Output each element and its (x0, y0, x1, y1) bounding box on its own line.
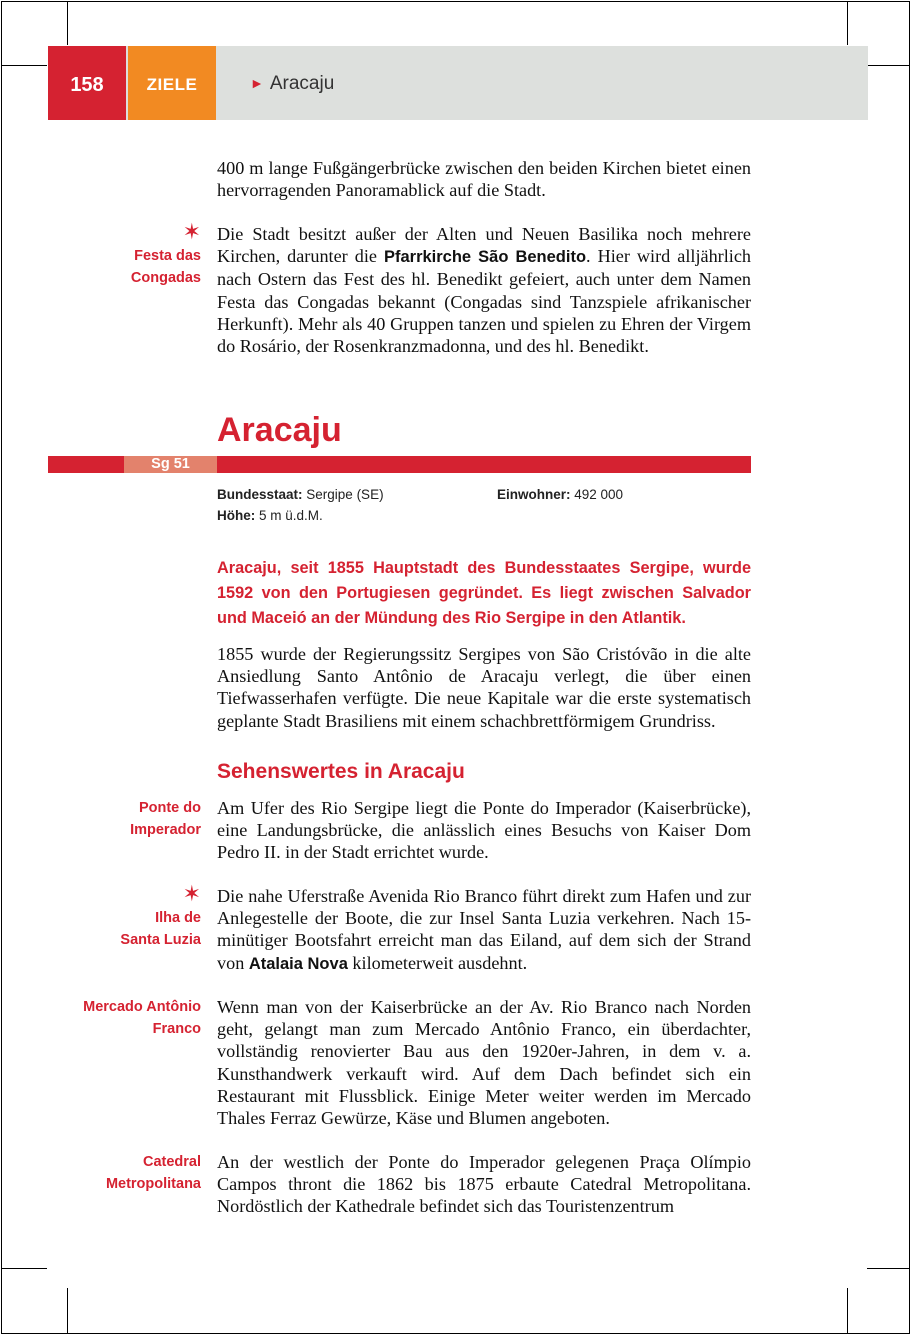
star-icon: ✶ (182, 882, 201, 907)
text-run: . Hier wird alljährlich nach Ostern das Fest des hl. Benedikt gefeiert, auch unter dem Namen Festa das Congadas bekannt (Congadas sind Tanzspiele afrikanischer Herkunft). Mehr als 40 Gruppen tanzen und spielen zu Ehren der Virgem do Rosário, der Rosenkranzmadonna, und des hl. Benedikt. (217, 246, 751, 357)
lead-paragraph: Aracaju, seit 1855 Hauptstadt des Bundesstaates Sergipe, wurde 1592 von den Portugiesen gegründet. Es liegt zwischen Salvador und Maceió an der Mündung des Rio Sergipe in den Atlantik. (217, 559, 751, 627)
margin-label-line: Santa Luzia (120, 932, 201, 949)
margin-label-line: Franco (152, 1021, 201, 1038)
page-number: 158 (48, 46, 126, 120)
fact-label: Höhe: (217, 508, 256, 523)
crop-mark (847, 2, 848, 45)
ponte-paragraph: Am Ufer des Rio Sergipe liegt die Ponte do Imperador (Kaiserbrücke), eine Landungsbrücke, die anlässlich eines Besuchs von Kaiser Dom Pedro II. in der Stadt errichtet wurde. (217, 798, 751, 863)
text-run: Die nahe Uferstraße Avenida Rio Branco führt direkt zum Hafen und zur Anlegestelle der Boote, die zur Insel Santa Luzia verkehren. Nach 15-minütiger Bootsfahrt erreicht man das Eiland, auf dem sich der Strand von (217, 886, 751, 973)
margin-label-festa (51, 245, 201, 289)
margin-label-line: Ponte do (138, 800, 201, 816)
margin-label-line: Congadas (130, 270, 201, 287)
crop-mark (2, 1268, 47, 1269)
grid-reference: Sg 51 (124, 456, 217, 473)
bold-term: Atalaia Nova (248, 954, 348, 973)
fact-value: 5 m ü.d.M. (259, 508, 323, 523)
fact-value: Sergipe (SE) (306, 487, 384, 502)
mercado-paragraph: Wenn man von der Kaiserbrücke an der Av. Rio Branco nach Norden geht, gelangt man zum Mercado Antônio Franco, ein überdachter, vollständig renovierter Bau aus den 1920er-Jahren, in dem v. a. Kunsthandwerk verkauft wird. Auf dem Dach befindet sich ein Restaurant mit Flussblick. Einige Meter weiter werden im Mercado Thales Ferraz Gewürze, Käse und Blumen angeboten. (217, 997, 751, 1129)
section-label: ZIELE (128, 46, 216, 120)
margin-label-catedral (51, 1151, 201, 1195)
margin-label-line: Mercado Antônio (83, 999, 201, 1015)
catedral-paragraph: An der westlich der Ponte do Imperador gelegenen Praça Olímpio Campos thront die 1862 bis 1875 erbaute Catedral Metropolitana. Nordöstlich der Kathedrale befindet sich das Touristenzentrum (217, 1152, 751, 1217)
crop-mark (867, 1268, 910, 1269)
margin-label-line: Metropolitana (105, 1176, 201, 1193)
margin-label-mercado (51, 996, 201, 1040)
fact-altitude (217, 506, 323, 526)
margin-label-line: Imperador (130, 822, 201, 839)
breadcrumb-current: Aracaju (269, 73, 335, 94)
city-title: Aracaju (217, 411, 342, 449)
star-icon: ✶ (182, 220, 201, 245)
section-heading: Sehenswertes in Aracaju (217, 760, 465, 783)
margin-label-ponte (51, 797, 201, 841)
intro-paragraph: 400 m lange Fußgängerbrücke zwischen den beiden Kirchen bietet einen hervorragenden Panoramablick auf die Stadt. (217, 158, 751, 201)
margin-label-line: Catedral (142, 1154, 201, 1170)
crop-mark (67, 1288, 68, 1334)
bold-term: Pfarrkirche São Benedito (383, 248, 587, 267)
crop-mark (847, 1288, 848, 1334)
crop-mark (867, 65, 910, 66)
breadcrumb (250, 46, 334, 120)
text-run: Die Stadt besitzt außer der Alten und Neuen Basilika noch mehrere Kirchen, darunter die (217, 224, 751, 267)
fact-population (497, 485, 623, 505)
crop-mark (67, 2, 68, 45)
ilha-paragraph (217, 885, 751, 975)
margin-label-line: Ilha de (155, 910, 201, 926)
crop-mark (2, 65, 47, 66)
festa-paragraph (217, 223, 751, 357)
fact-label: Einwohner: (497, 487, 571, 502)
margin-label-line: Festa das (134, 248, 201, 264)
history-paragraph: 1855 wurde der Regierungssitz Sergipes von São Cristóvão in die alte Ansiedlung Santo Antônio de Aracaju verlegt, die über einen Tiefwasserhafen verfügte. Die neue Kapitale war die erste systematisch geplante Stadt Brasiliens mit einem schachbrettförmigem Grundriss. (217, 644, 751, 731)
margin-label-ilha (51, 907, 201, 951)
fact-label: Bundesstaat: (217, 487, 303, 502)
text-run: kilometerweit ausdehnt. (347, 952, 528, 973)
fact-value: 492 000 (574, 487, 624, 502)
fact-state (217, 485, 384, 505)
triangle-right-icon: ► (250, 75, 264, 91)
